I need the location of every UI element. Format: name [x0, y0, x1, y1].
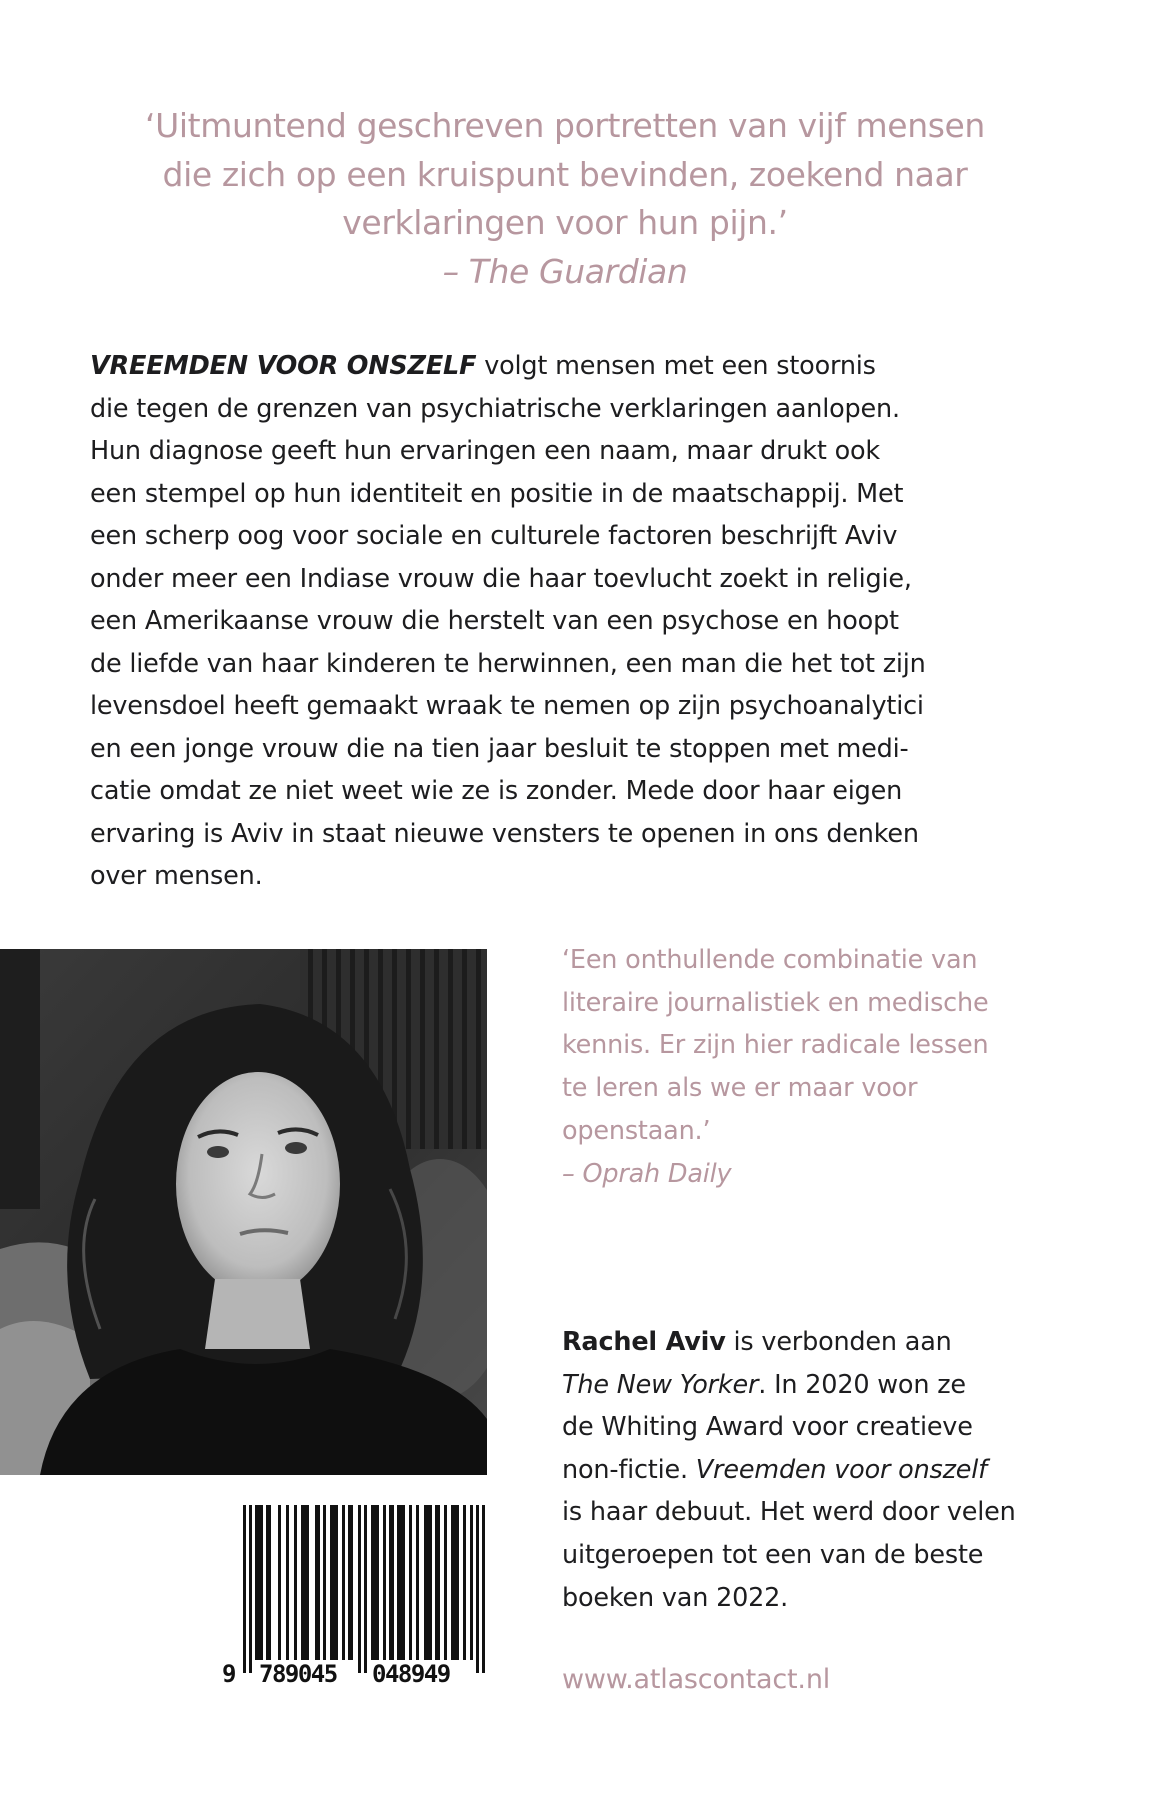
- bio-text: is verbonden aan: [725, 1327, 952, 1357]
- blurb-line: onder meer een Indiase vrouw die haar toevlucht zoekt in religie,: [90, 563, 912, 594]
- blurb-line: levensdoel heeft gemaakt wraak te nemen op zijn psychoanalytici: [90, 691, 924, 721]
- bio-line: [562, 1449, 1122, 1492]
- quote-source: – Oprah Daily: [562, 1158, 732, 1189]
- quote-line: literaire journalistiek en medische: [562, 987, 989, 1018]
- quote-line: openstaan.’: [562, 1115, 711, 1146]
- blurb-line: en een jonge vrouw die na tien jaar besluit te stoppen met medi-: [90, 733, 909, 764]
- bio-line: boeken van 2022.: [562, 1582, 789, 1613]
- bio-line: [562, 1321, 1122, 1364]
- quote-line: kennis. Er zijn hier radicale lessen: [562, 1030, 989, 1061]
- author-bio: [562, 1321, 1122, 1619]
- quote-line: die zich op een kruispunt bevinden, zoekend naar: [162, 154, 968, 194]
- blurb-line: de liefde van haar kinderen te herwinnen, een man die het tot zijn: [90, 648, 926, 679]
- blurb-line: een Amerikaanse vrouw die herstelt van een psychose en hoopt: [90, 606, 899, 636]
- bio-text: . In 2020 won ze: [758, 1369, 966, 1400]
- blurb-text: volgt mensen met een stoornis: [476, 351, 876, 381]
- blurb-line: ervaring is Aviv in staat nieuwe vensters te openen in ons denken: [90, 818, 919, 849]
- side-review-quote: [562, 939, 1102, 1195]
- blurb-line: Hun diagnose geeft hun ervaringen een naam, maar drukt ook: [90, 436, 880, 466]
- author-name: Rachel Aviv: [562, 1327, 726, 1357]
- blurb-line: die tegen de grenzen van psychiatrische verklaringen aanlopen.: [90, 393, 900, 424]
- barcode-digits: [218, 1661, 490, 1687]
- quote-source: – The Guardian: [442, 251, 688, 291]
- blurb-line: [90, 345, 1090, 388]
- blurb-line: een stempel op hun identiteit en positie in de maatschappij. Met: [90, 478, 904, 509]
- barcode-group-right: 048949: [372, 1660, 450, 1688]
- quote-line: ‘Uitmuntend geschreven portretten van vijf mensen: [145, 106, 985, 145]
- book-title-italic: Vreemden voor onszelf: [695, 1454, 987, 1485]
- bio-line: uitgeroepen tot een van de beste: [562, 1539, 984, 1570]
- quote-line: ‘Een onthullende combinatie van: [562, 945, 978, 975]
- book-title: VREEMDEN VOOR ONSZELF: [90, 351, 477, 381]
- blurb-line: een scherp oog voor sociale en culturele factoren beschrijft Aviv: [90, 521, 898, 551]
- publisher-url[interactable]: www.atlascontact.nl: [562, 1664, 831, 1695]
- bio-line: [562, 1364, 1122, 1407]
- book-blurb: [90, 345, 1090, 898]
- quote-line: te leren als we er maar voor: [562, 1073, 918, 1104]
- barcode-digit-first: 9: [222, 1660, 237, 1688]
- author-photo: [0, 949, 487, 1475]
- bio-text: non-fictie.: [562, 1454, 696, 1485]
- blurb-line: over mensen.: [90, 861, 263, 891]
- publication-name: The New Yorker: [562, 1369, 759, 1400]
- isbn-barcode: [218, 1505, 490, 1687]
- barcode-group-left: 789045: [259, 1660, 337, 1688]
- blurb-line: catie omdat ze niet weet wie ze is zonder. Mede door haar eigen: [90, 776, 903, 806]
- bio-line: is haar debuut. Het werd door velen: [562, 1497, 1016, 1528]
- bio-line: de Whiting Award voor creatieve: [562, 1412, 973, 1443]
- top-review-quote: [60, 102, 1070, 296]
- quote-line: verklaringen voor hun pijn.’: [342, 203, 788, 242]
